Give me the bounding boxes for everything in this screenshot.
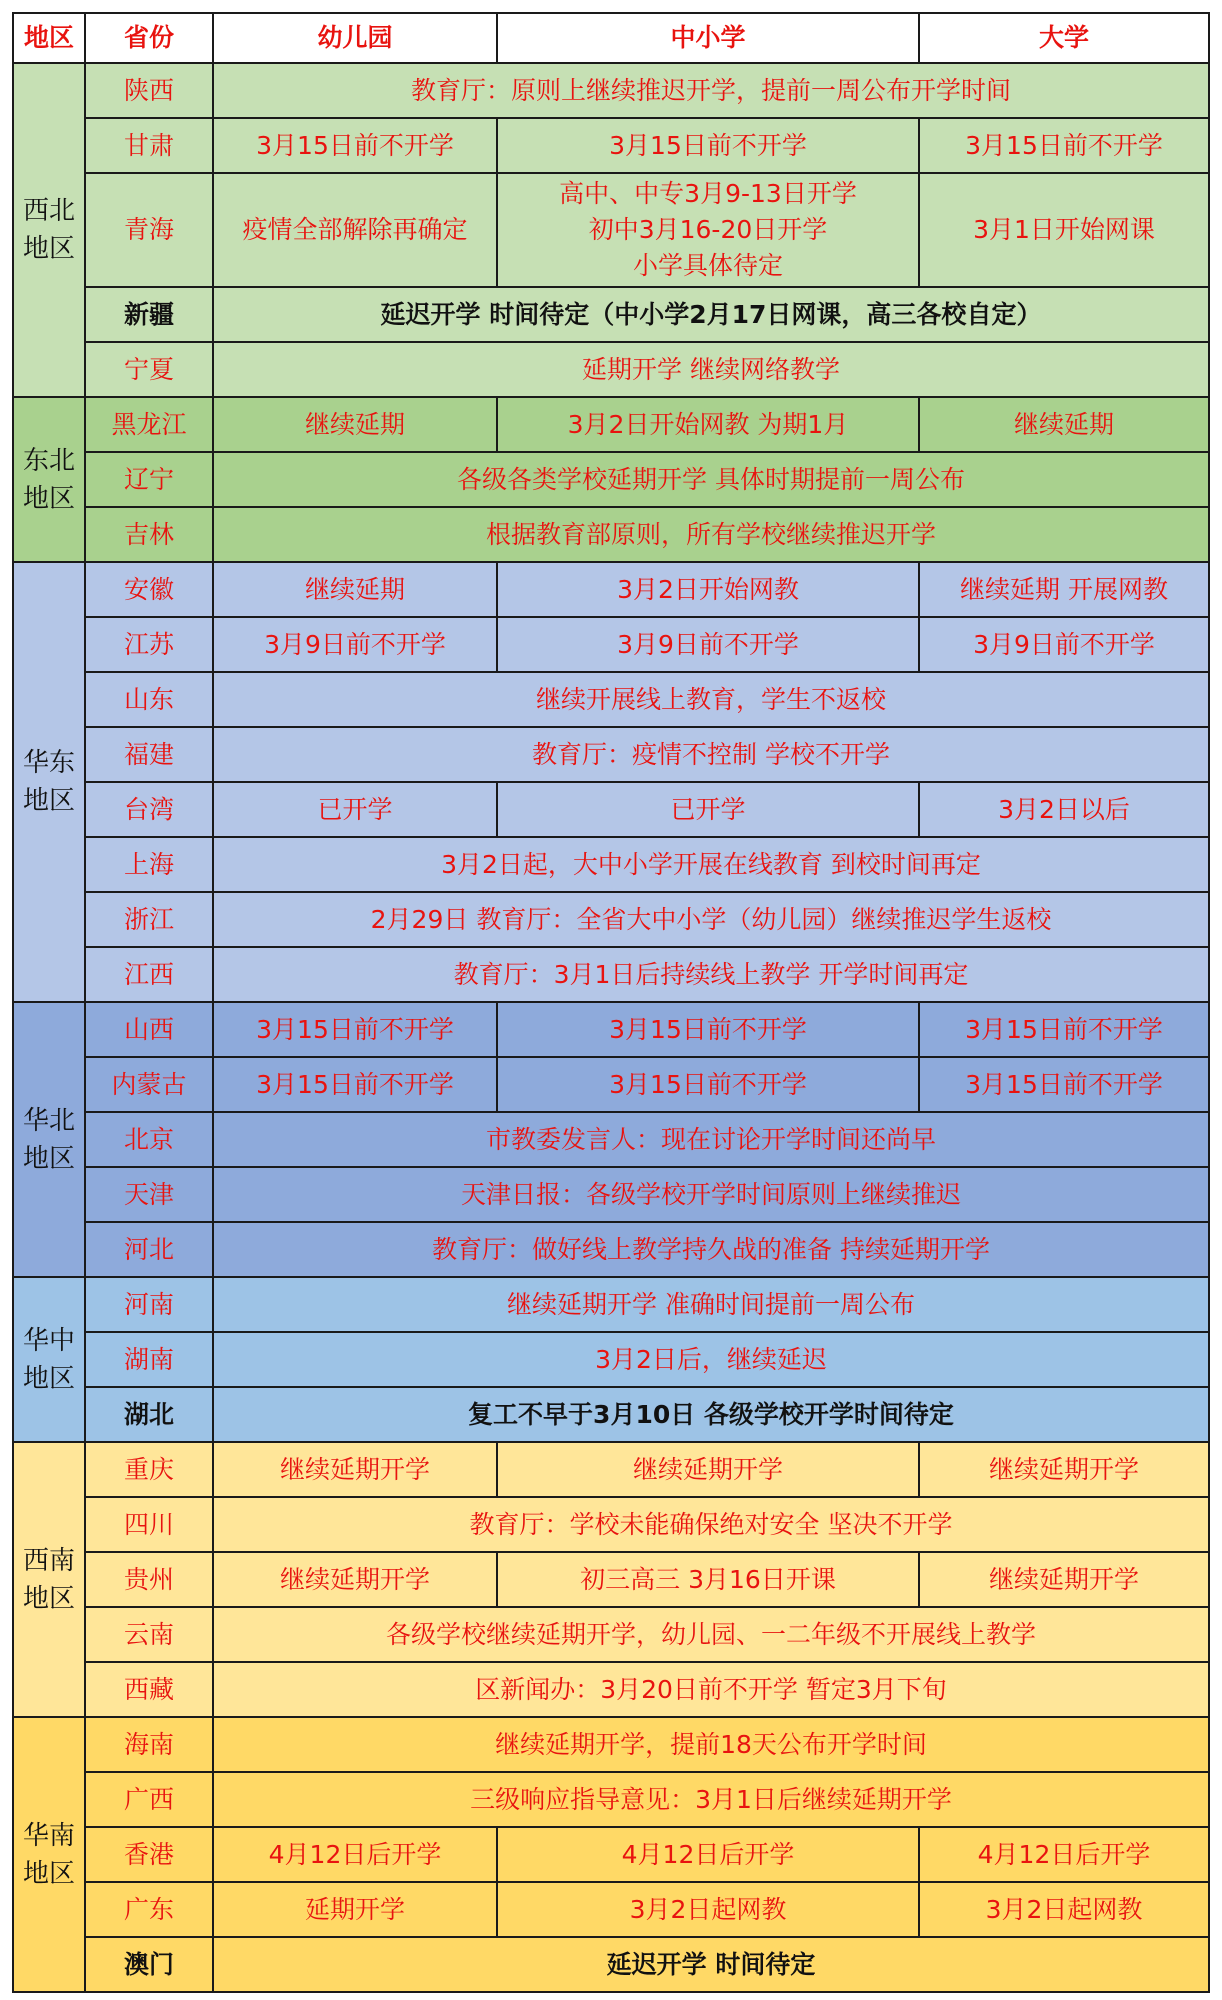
province-cell: 香港 <box>85 1827 213 1882</box>
university-cell: 3月15日前不开学 <box>919 118 1209 173</box>
university-cell: 继续延期 开展网教 <box>919 562 1209 617</box>
province-cell: 上海 <box>85 837 213 892</box>
table-row <box>13 1057 1209 1112</box>
province-cell: 海南 <box>85 1717 213 1772</box>
province-cell: 吉林 <box>85 507 213 562</box>
school-line: 初中3月16-20日开学 <box>588 215 828 244</box>
region-label-line: 东北 <box>22 445 75 476</box>
university-cell: 继续延期开学 <box>919 1552 1209 1607</box>
province-cell: 重庆 <box>85 1442 213 1497</box>
table-row <box>13 1387 1209 1442</box>
school-cell: 3月15日前不开学 <box>497 1002 919 1057</box>
table-row <box>13 1332 1209 1387</box>
region-label-line: 地区 <box>22 1583 75 1614</box>
province-cell: 广西 <box>85 1772 213 1827</box>
kindergarten-cell: 延期开学 <box>213 1882 497 1937</box>
policy-cell: 延迟开学 时间待定（中小学2月17日网课，高三各校自定） <box>213 287 1209 342</box>
table-row <box>13 892 1209 947</box>
university-cell: 4月12日后开学 <box>919 1827 1209 1882</box>
university-cell: 3月9日前不开学 <box>919 617 1209 672</box>
table-row <box>13 173 1209 287</box>
province-cell: 广东 <box>85 1882 213 1937</box>
university-cell: 继续延期开学 <box>919 1442 1209 1497</box>
kindergarten-cell: 继续延期开学 <box>213 1552 497 1607</box>
policy-cell: 教育厅：做好线上教学持久战的准备 持续延期开学 <box>213 1222 1209 1277</box>
school-cell: 3月2日开始网教 为期1月 <box>497 397 919 452</box>
table-row <box>13 1772 1209 1827</box>
table-row <box>13 1662 1209 1717</box>
policy-cell: 各级各类学校延期开学 具体时期提前一周公布 <box>213 452 1209 507</box>
province-cell: 云南 <box>85 1607 213 1662</box>
table-row <box>13 507 1209 562</box>
school-cell: 继续延期开学 <box>497 1442 919 1497</box>
kindergarten-cell: 3月15日前不开学 <box>213 1057 497 1112</box>
region-label-line: 地区 <box>22 1858 75 1889</box>
province-cell: 福建 <box>85 727 213 782</box>
policy-cell: 3月2日后，继续延迟 <box>213 1332 1209 1387</box>
province-cell: 西藏 <box>85 1662 213 1717</box>
university-cell: 3月2日以后 <box>919 782 1209 837</box>
policy-cell: 教育厅：3月1日后持续线上教学 开学时间再定 <box>213 947 1209 1002</box>
policy-cell: 继续延期开学 准确时间提前一周公布 <box>213 1277 1209 1332</box>
table-row <box>13 1277 1209 1332</box>
province-cell: 天津 <box>85 1167 213 1222</box>
school-cell: 初三高三 3月16日开课 <box>497 1552 919 1607</box>
policy-cell: 继续延期开学，提前18天公布开学时间 <box>213 1717 1209 1772</box>
policy-cell: 延期开学 继续网络教学 <box>213 342 1209 397</box>
region-label-line: 华中 <box>22 1325 75 1356</box>
policy-cell: 教育厅：原则上继续推迟开学，提前一周公布开学时间 <box>213 63 1209 118</box>
region-label-line: 地区 <box>22 483 75 514</box>
policy-cell: 根据教育部原则，所有学校继续推迟开学 <box>213 507 1209 562</box>
kindergarten-cell: 3月15日前不开学 <box>213 118 497 173</box>
province-cell: 湖南 <box>85 1332 213 1387</box>
table-row <box>13 1607 1209 1662</box>
table-row <box>13 397 1209 452</box>
region-label-line: 华南 <box>22 1820 75 1851</box>
header-province: 省份 <box>85 13 213 63</box>
province-cell: 贵州 <box>85 1552 213 1607</box>
province-cell: 内蒙古 <box>85 1057 213 1112</box>
table-row <box>13 1827 1209 1882</box>
province-cell: 四川 <box>85 1497 213 1552</box>
region-label-line: 地区 <box>22 1363 75 1394</box>
region-label-line: 地区 <box>22 786 75 816</box>
province-cell: 陕西 <box>85 63 213 118</box>
policy-cell: 复工不早于3月10日 各级学校开学时间待定 <box>213 1387 1209 1442</box>
table-row <box>13 617 1209 672</box>
province-cell: 河北 <box>85 1222 213 1277</box>
province-cell: 甘肃 <box>85 118 213 173</box>
school-cell: 3月15日前不开学 <box>497 118 919 173</box>
province-cell: 黑龙江 <box>85 397 213 452</box>
school-cell <box>497 173 919 287</box>
region-southwest <box>13 1442 85 1717</box>
header-kindergarten: 幼儿园 <box>213 13 497 63</box>
university-cell: 3月2日起网教 <box>919 1882 1209 1937</box>
table-row <box>13 562 1209 617</box>
table-row <box>13 1937 1209 1992</box>
region-east <box>13 562 85 1002</box>
policy-cell: 教育厅：疫情不控制 学校不开学 <box>213 727 1209 782</box>
province-cell: 江西 <box>85 947 213 1002</box>
header-primary-secondary: 中小学 <box>497 13 919 63</box>
school-cell: 3月15日前不开学 <box>497 1057 919 1112</box>
school-cell: 已开学 <box>497 782 919 837</box>
province-cell: 山东 <box>85 672 213 727</box>
policy-cell: 教育厅：学校未能确保绝对安全 坚决不开学 <box>213 1497 1209 1552</box>
table-row <box>13 287 1209 342</box>
province-cell: 浙江 <box>85 892 213 947</box>
university-cell: 3月1日开始网课 <box>919 173 1209 287</box>
kindergarten-cell: 已开学 <box>213 782 497 837</box>
province-cell: 新疆 <box>85 287 213 342</box>
table-row <box>13 1002 1209 1057</box>
table-row <box>13 1222 1209 1277</box>
region-label-line: 华北 <box>22 1105 75 1136</box>
kindergarten-cell: 疫情全部解除再确定 <box>213 173 497 287</box>
province-cell: 台湾 <box>85 782 213 837</box>
policy-cell: 继续开展线上教育，学生不返校 <box>213 672 1209 727</box>
province-cell: 山西 <box>85 1002 213 1057</box>
university-cell: 3月15日前不开学 <box>919 1057 1209 1112</box>
policy-cell: 区新闻办：3月20日前不开学 暂定3月下旬 <box>213 1662 1209 1717</box>
region-northeast <box>13 397 85 562</box>
policy-cell: 市教委发言人：现在讨论开学时间还尚早 <box>213 1112 1209 1167</box>
kindergarten-cell: 继续延期 <box>213 397 497 452</box>
university-cell: 继续延期 <box>919 397 1209 452</box>
school-cell: 3月2日开始网教 <box>497 562 919 617</box>
table-row <box>13 672 1209 727</box>
table-row <box>13 1497 1209 1552</box>
table-row <box>13 1112 1209 1167</box>
province-cell: 江苏 <box>85 617 213 672</box>
table-row <box>13 1882 1209 1937</box>
policy-cell: 延迟开学 时间待定 <box>213 1937 1209 1992</box>
region-label-line: 华东 <box>22 748 75 778</box>
province-cell: 湖北 <box>85 1387 213 1442</box>
policy-cell: 各级学校继续延期开学，幼儿园、一二年级不开展线上教学 <box>213 1607 1209 1662</box>
province-cell: 北京 <box>85 1112 213 1167</box>
school-reopening-table <box>12 12 1210 1993</box>
kindergarten-cell: 4月12日后开学 <box>213 1827 497 1882</box>
table-row <box>13 782 1209 837</box>
region-south <box>13 1717 85 1992</box>
region-label-line: 西南 <box>22 1545 75 1576</box>
policy-cell: 天津日报：各级学校开学时间原则上继续推迟 <box>213 1167 1209 1222</box>
table-row <box>13 342 1209 397</box>
kindergarten-cell: 3月15日前不开学 <box>213 1002 497 1057</box>
university-cell: 3月15日前不开学 <box>919 1002 1209 1057</box>
policy-cell: 2月29日 教育厅：全省大中小学（幼儿园）继续推迟学生返校 <box>213 892 1209 947</box>
province-cell: 安徽 <box>85 562 213 617</box>
province-cell: 河南 <box>85 1277 213 1332</box>
header-university: 大学 <box>919 13 1209 63</box>
region-label-line: 西北 <box>22 196 75 226</box>
table-row <box>13 452 1209 507</box>
province-cell: 辽宁 <box>85 452 213 507</box>
table-row <box>13 1717 1209 1772</box>
province-cell: 澳门 <box>85 1937 213 1992</box>
table-row <box>13 837 1209 892</box>
kindergarten-cell: 继续延期 <box>213 562 497 617</box>
policy-cell: 三级响应指导意见：3月1日后继续延期开学 <box>213 1772 1209 1827</box>
kindergarten-cell: 3月9日前不开学 <box>213 617 497 672</box>
policy-cell: 3月2日起，大中小学开展在线教育 到校时间再定 <box>213 837 1209 892</box>
region-label-line: 地区 <box>22 234 75 264</box>
header-region: 地区 <box>13 13 85 63</box>
region-north <box>13 1002 85 1277</box>
header-row <box>13 13 1209 63</box>
school-line: 小学具体待定 <box>632 251 783 280</box>
school-line: 高中、中专3月9-13日开学 <box>559 179 857 208</box>
table-row <box>13 1552 1209 1607</box>
school-cell: 3月9日前不开学 <box>497 617 919 672</box>
school-cell: 3月2日起网教 <box>497 1882 919 1937</box>
region-label-line: 地区 <box>22 1143 75 1174</box>
region-central <box>13 1277 85 1442</box>
table-row <box>13 1167 1209 1222</box>
region-northwest <box>13 63 85 397</box>
table-row <box>13 947 1209 1002</box>
province-cell: 青海 <box>85 173 213 287</box>
kindergarten-cell: 继续延期开学 <box>213 1442 497 1497</box>
province-cell: 宁夏 <box>85 342 213 397</box>
table-row <box>13 118 1209 173</box>
table-row <box>13 727 1209 782</box>
table-row <box>13 63 1209 118</box>
school-cell: 4月12日后开学 <box>497 1827 919 1882</box>
table-row <box>13 1442 1209 1497</box>
